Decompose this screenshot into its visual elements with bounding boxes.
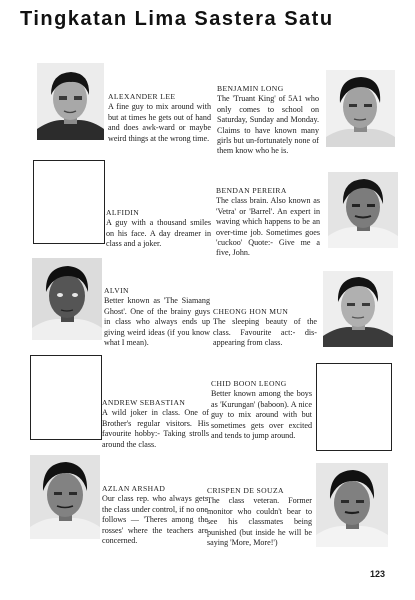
student-name: ALEXANDER LEE	[108, 92, 176, 101]
student-entry	[213, 307, 317, 349]
student-name: BENDAN PEREIRA	[216, 186, 287, 195]
student-photo-placeholder	[30, 355, 102, 440]
student-description: Better known as 'The Siamang Ghost'. One of the brainy guys in class who always ends up giving weird ideas (if you know what I mean).	[104, 296, 210, 348]
student-entry	[104, 286, 210, 348]
student-description: Better known among the boys as 'Kurungan' (baboon). A nice guy to mix around with but sometimes gets over excited and tends to jump around.	[211, 389, 312, 441]
student-description: A wild joker in class. One of Brother's regular visitors. His favourite hobby:- Taking strolls around the class.	[102, 408, 209, 449]
student-entry	[211, 379, 312, 441]
student-name: CHEONG HON MUN	[213, 307, 289, 316]
student-name: CHID BOON LEONG	[211, 379, 287, 388]
student-entry	[217, 84, 319, 157]
student-photo-crispen-de-souza	[316, 463, 388, 547]
student-photo-cheong-hon-mun	[323, 271, 393, 347]
student-photo-alexander-lee	[37, 63, 104, 140]
student-description: A fine guy to mix around with but at times he gets out of hand and does awk-ward or maybe weird things at the wrong time.	[108, 102, 211, 143]
student-description: The 'Truant King' of 5A1 who only comes to school on Saturday, Sunday and Monday. Claims to have known many girls but un-fortunately none of them know who he is.	[217, 94, 319, 156]
student-description: Our class rep. who always gets the class under control, if no one follows — 'Theres among the rosses' where the teachers are concerned.	[102, 494, 208, 546]
student-entry	[102, 484, 208, 546]
student-photo-placeholder	[33, 160, 105, 244]
student-description: The class veteran. Former monitor who couldn't bear to see his classmates being punished (but inside he will be saying 'More, More!')	[207, 496, 312, 548]
student-entry	[207, 486, 312, 548]
student-entry	[106, 208, 211, 250]
student-photo-benjamin-long	[326, 70, 395, 147]
student-name: AZLAN ARSHAD	[102, 484, 166, 493]
student-name: ALFIDIN	[106, 208, 140, 217]
student-description: The sleeping beauty of the class. Favourite act:- dis-appearing from class.	[213, 317, 317, 348]
student-name: ALVIN	[104, 286, 129, 295]
page-title: Tingkatan Lima Sastera Satu	[20, 8, 334, 30]
student-description: The class brain. Also known as 'Vetra' or 'Barrel'. An expert in waving which happens to be an over-time job. Sometimes goes 'cuckoo' Quote:- Give me a five, John.	[216, 196, 320, 258]
student-entry	[216, 186, 320, 259]
student-description: A guy with a thousand smiles on his face. A day dreamer in class and a joker.	[106, 218, 211, 249]
student-name: CRISPEN DE SOUZA	[207, 486, 284, 495]
student-photo-azlan-arshad	[30, 455, 100, 539]
student-entry	[108, 92, 211, 144]
page-number: 123	[370, 569, 386, 579]
student-name: BENJAMIN LONG	[217, 84, 284, 93]
student-photo-alvin	[32, 258, 102, 340]
student-photo-bendan-pereira	[328, 172, 398, 248]
student-entry	[102, 398, 209, 450]
student-photo-placeholder	[316, 363, 392, 451]
student-name: ANDREW SEBASTIAN	[102, 398, 186, 407]
